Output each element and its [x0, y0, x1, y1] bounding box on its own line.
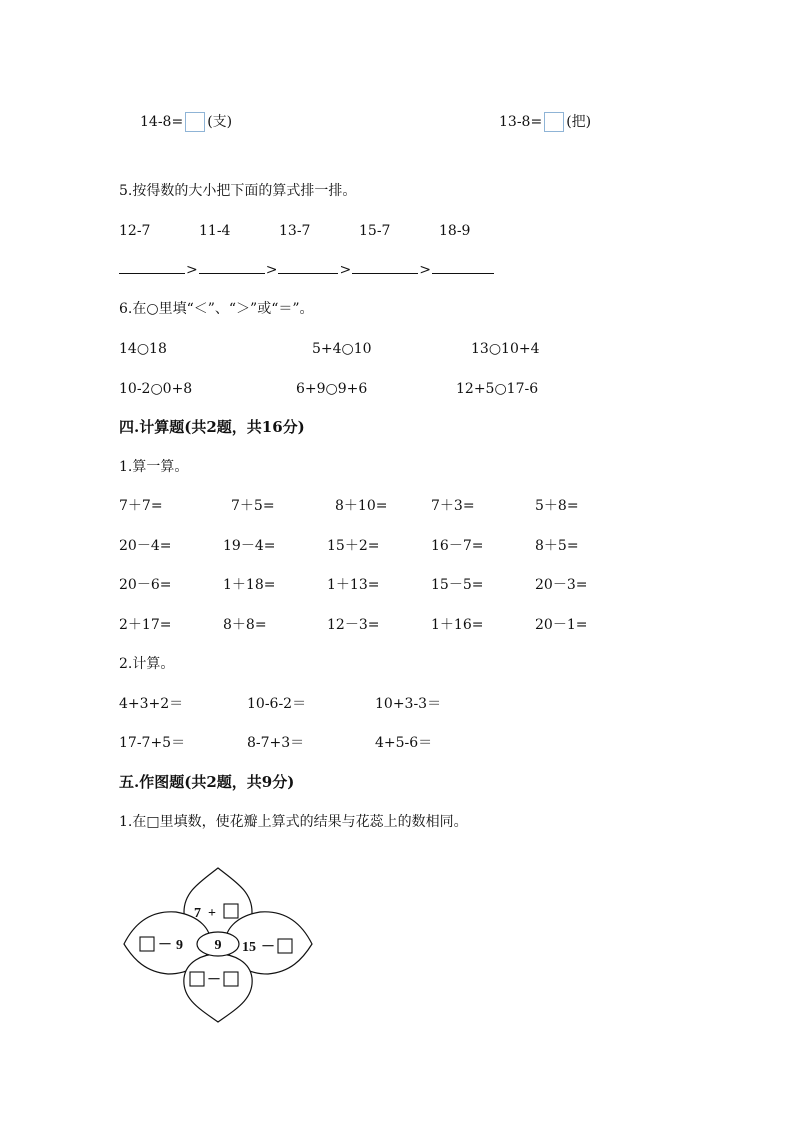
section-four-q1-title: 1.算一算。 [119, 459, 189, 475]
calc-cell: 8＋8= [223, 617, 267, 633]
calc-expression: 4+5-6＝ [375, 735, 433, 751]
calc-expression: 10+3-3＝ [375, 696, 442, 712]
calc-cell: 20－6= [119, 577, 172, 593]
q4-left-item [140, 112, 232, 132]
calc-cell: 7＋7= [119, 498, 163, 514]
calc-cell: 1＋18= [223, 577, 276, 593]
section-five-q1-title: 1.在□里填数，使花瓣上算式的结果与花蕊上的数相同。 [119, 814, 468, 830]
section-five-heading: 五.作图题(共2题，共9分) [119, 773, 295, 791]
ordering-blank[interactable] [199, 261, 265, 274]
left-petal-number: 9 [176, 938, 183, 953]
answer-box[interactable] [544, 112, 564, 132]
q4-right-expr: 13-8= [499, 114, 543, 130]
ordering-blanks-row [119, 261, 494, 279]
compare-item: 5+4○10 [312, 341, 372, 357]
compare-item: 12+5○17-6 [456, 381, 539, 397]
greater-than-sign: > [419, 262, 431, 278]
calc-cell: 8＋10= [335, 498, 388, 514]
q5-item: 13-7 [279, 223, 311, 239]
q5-item: 11-4 [199, 223, 231, 239]
q5-item: 15-7 [359, 223, 391, 239]
calc-cell: 1＋13= [327, 577, 380, 593]
ordering-blank[interactable] [119, 261, 185, 274]
calc-cell: 16－7= [431, 538, 484, 554]
calc-cell: 1＋16= [431, 617, 484, 633]
greater-than-sign: > [186, 262, 198, 278]
petal-bottom [184, 954, 252, 1022]
compare-item: 6+9○9+6 [296, 381, 368, 397]
bottom-petal-operator: － [207, 973, 221, 988]
calc-cell: 8＋5= [535, 538, 579, 554]
ordering-blank[interactable] [432, 261, 494, 274]
right-petal-box[interactable] [278, 939, 292, 953]
bottom-petal-box-left[interactable] [190, 972, 204, 986]
q4-right-unit: (把) [566, 114, 592, 130]
calc-cell: 7＋5= [231, 498, 275, 514]
calc-cell: 12－3= [327, 617, 380, 633]
top-petal-box[interactable] [224, 904, 238, 918]
calc-cell: 15＋2= [327, 538, 380, 554]
top-petal-operator: + [208, 906, 216, 921]
q5-title: 5.按得数的大小把下面的算式排一排。 [119, 183, 357, 199]
calc-cell: 7＋3= [431, 498, 475, 514]
calc-cell: 2＋17= [119, 617, 172, 633]
calc-expression: 4+3+2＝ [119, 696, 184, 712]
answer-box[interactable] [185, 112, 205, 132]
greater-than-sign: > [339, 262, 352, 278]
left-petal-box[interactable] [140, 937, 154, 951]
bottom-petal-box-right[interactable] [224, 972, 238, 986]
calc-cell: 5＋8= [535, 498, 579, 514]
calc-expression: 10-6-2＝ [247, 696, 307, 712]
left-petal-operator: － [158, 938, 172, 953]
section-four-q2-title: 2.计算。 [119, 656, 175, 672]
center-number: 9 [214, 938, 222, 953]
q4-right-item [499, 112, 591, 132]
compare-item: 10-2○0+8 [119, 381, 193, 397]
q5-item: 18-9 [439, 223, 471, 239]
calc-cell: 19－4= [223, 538, 276, 554]
flower-diagram [120, 862, 316, 1028]
greater-than-sign: > [265, 262, 278, 278]
right-petal-number: 15 [242, 940, 256, 955]
calc-cell: 20－4= [119, 538, 172, 554]
section-four-heading: 四.计算题(共2题，共16分) [119, 418, 305, 436]
q5-item: 12-7 [119, 223, 151, 239]
ordering-blank[interactable] [278, 261, 338, 274]
q4-left-expr: 14-8= [140, 114, 184, 130]
calc-cell: 20－3= [535, 577, 588, 593]
ordering-blank[interactable] [352, 261, 418, 274]
calc-expression: 8-7+3＝ [247, 735, 305, 751]
compare-item: 13○10+4 [471, 341, 540, 357]
top-petal-number: 7 [194, 906, 201, 921]
compare-item: 14○18 [119, 341, 167, 357]
q4-left-unit: (支) [207, 114, 233, 130]
calc-expression: 17-7+5＝ [119, 735, 186, 751]
q6-title: 6.在○里填“＜”、“＞”或“＝”。 [119, 301, 314, 317]
right-petal-operator: － [261, 940, 275, 955]
calc-cell: 20－1= [535, 617, 588, 633]
calc-cell: 15－5= [431, 577, 484, 593]
